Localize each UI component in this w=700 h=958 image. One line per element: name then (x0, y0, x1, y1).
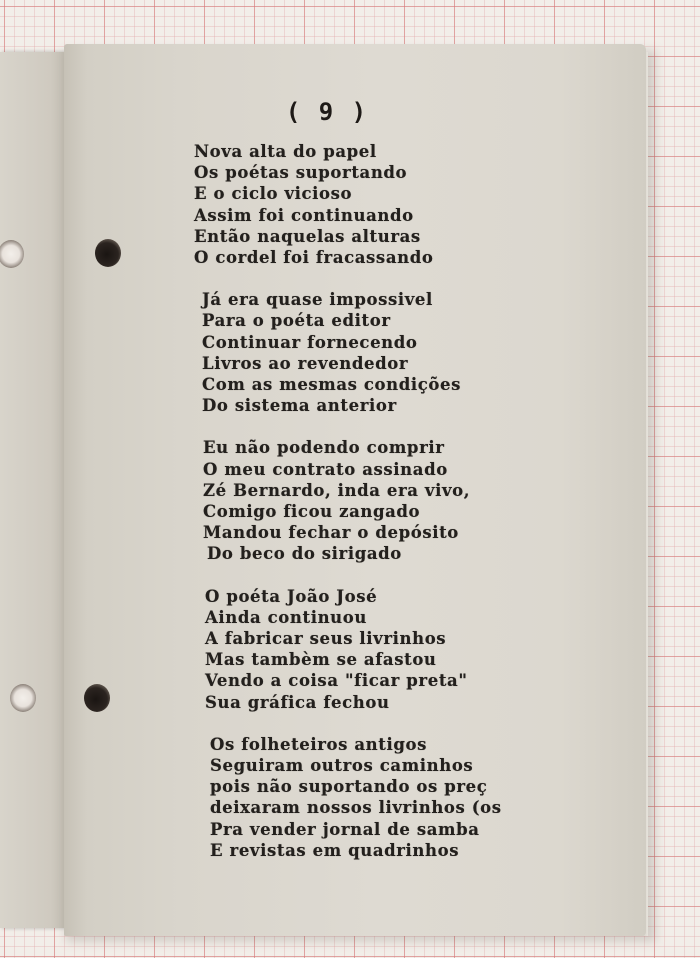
poem-line: E o ciclo vicioso (194, 184, 353, 204)
poem-line: O cordel foi fracassando (194, 248, 434, 268)
poem-line: Ainda continuou (205, 607, 367, 627)
poem-line: Assim foi continuando (194, 205, 414, 225)
poem-line: Livros ao revendedor (202, 353, 409, 373)
previous-page-edge (0, 52, 72, 928)
poem-line: Nova alta do papel (194, 142, 377, 161)
poem-line: E revistas em quadrinhos (210, 840, 460, 860)
poem-line: Sua gráfica fechou (205, 692, 390, 712)
poem-line: O poéta João José (205, 586, 378, 606)
page-number: ( 9 ) (285, 98, 369, 126)
stanza (194, 289, 502, 416)
poem-line: Comigo ficou zangado (203, 502, 421, 522)
poem-line: Pra vender jornal de samba (210, 819, 480, 839)
poem-line: Mandou fechar o depósito (203, 523, 459, 543)
punch-hole (84, 684, 110, 712)
poem-line: deixaram nossos livrinhos (os (210, 798, 502, 818)
poem (194, 141, 502, 882)
poem-line: Zé Bernardo, inda era vivo, (203, 480, 471, 500)
poem-line: Vendo a coisa "ficar preta" (205, 671, 468, 691)
stanza (194, 141, 502, 268)
poem-line: Eu não podendo comprir (203, 438, 445, 458)
poem-line: A fabricar seus livrinhos (205, 629, 447, 649)
poem-line: Os folheteiros antigos (210, 734, 428, 754)
poem-line: pois não suportando os preç (210, 777, 488, 797)
poem-line: O meu contrato assinado (203, 459, 448, 479)
stanza (194, 437, 502, 564)
punch-hole (10, 684, 36, 712)
poem-line: Então naquelas alturas (194, 226, 421, 246)
stanza (194, 734, 502, 861)
poem-line: Para o poéta editor (202, 311, 391, 331)
poem-line: Já era quase impossivel (202, 290, 433, 310)
poem-line: Seguiram outros caminhos (210, 756, 474, 776)
stanza (194, 586, 502, 713)
poem-line: Com as mesmas condições (202, 375, 461, 395)
poem-line: Continuar fornecendo (202, 332, 418, 352)
poem-line: Do beco do sirigado (207, 544, 402, 564)
punch-hole (95, 239, 121, 267)
poem-line: Os poétas suportando (194, 163, 408, 183)
poem-line: Do sistema anterior (202, 396, 397, 416)
poem-line: Mas tambèm se afastou (205, 650, 437, 670)
